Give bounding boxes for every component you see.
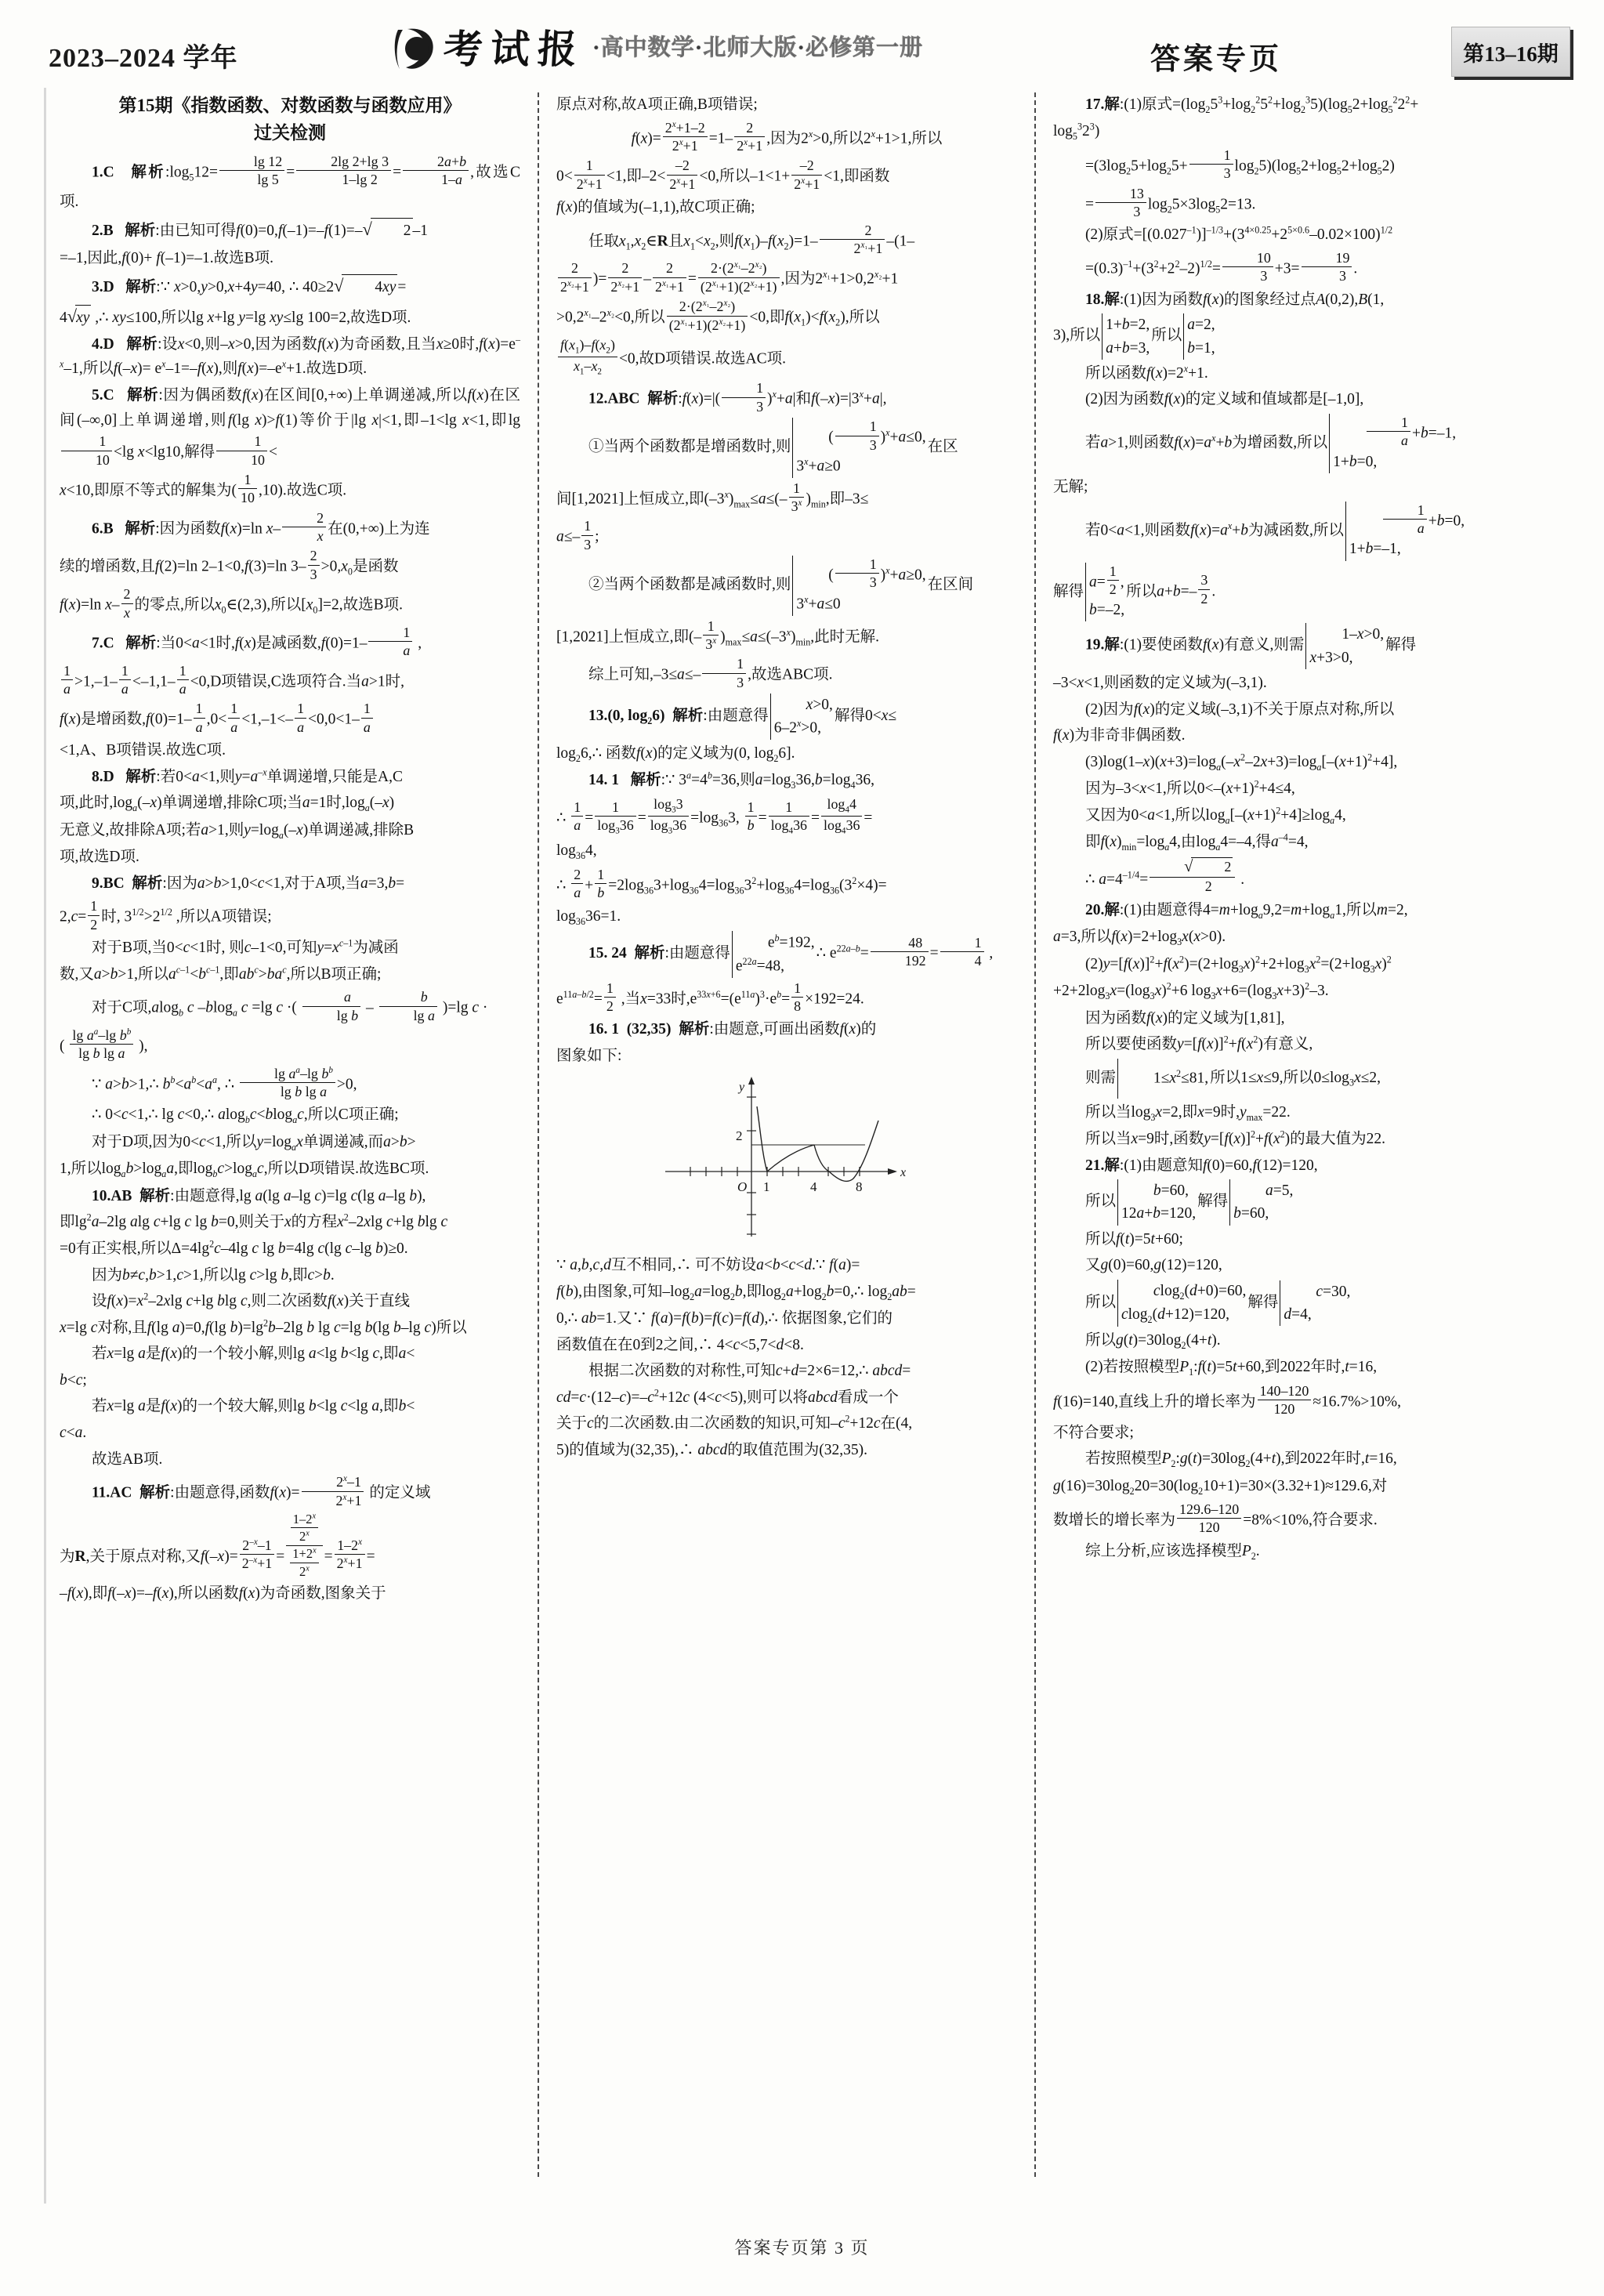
col2-cont-c: f(x)的值域为(–1,1),故C项正确; xyxy=(556,199,755,216)
solution-item-18-cont3: (2)因为函数f(x)的定义域和值域都是[–1,0], xyxy=(1084,391,1364,408)
solution-item-10-cont7: b<c; xyxy=(60,1371,87,1389)
test-title-line-1: 第15期《指数函数、对数函数与函数应用》 xyxy=(118,96,462,115)
solution-item-15: 15. 24 解析:由题意得 $e^b=192$, $e^{22a}=48$, ∴ $e^{22a-b}=$ $\frac{48}{192}$ = $\frac{1}{4}$ , xyxy=(556,931,1017,978)
solution-item-9-c-cont: ( $\frac{\lg a^a-\lg b^b}{\text{lg b lg a}}$ ), xyxy=(60,1027,148,1062)
logo-mark-icon xyxy=(392,27,439,72)
solution-item-10-cont10: 故选AB项. xyxy=(91,1450,163,1468)
solution-item-11-cont2: –f(x),即f(–x)=–f(x),所以函数f(x)为奇函数,图象关于 xyxy=(60,1584,386,1602)
graph-x-tick-1: 1 xyxy=(763,1179,770,1194)
solution-item-5-cont: x<10,即原不等式的解集为( $\frac{1}{10}$ ,10).故选C项. xyxy=(60,471,347,506)
solution-item-8-cont2: 无意义,故排除A项;若a>1,则$y=\log_a(-x)$单调递减,排除B xyxy=(60,821,415,841)
col2-cont-a: 原点对称,故A项正确,B项错误; xyxy=(556,96,758,113)
page-footer: 答案专页第 3 页 xyxy=(734,2238,870,2258)
solution-item-12-a-cont: 间[1,2021]上恒成立,即$(-3^x)_{max}\le a\le(-$ $\frac{1}{3^x}$ )$_{min}$,即–3≤ xyxy=(556,480,869,514)
issue-number-text: 第13–16期 xyxy=(1463,42,1559,66)
test-title xyxy=(60,92,520,147)
solution-item-10-cont4: 设$f(x)=x^2-2xlg$ c+lg blg c,则二次函数f(x)关于直线 xyxy=(91,1291,411,1310)
solution-item-18-cont7: 解得 a= $\frac{1}{2}$ , b=–2, 所以a+b=– $\frac{3}{2}$ . xyxy=(1053,563,1514,622)
solution-item-6: 6.B 解析:因为函数f(x)=ln x– $\frac{2}{x}$ 在(0,+∞)上为连 xyxy=(91,509,430,545)
solution-item-10-cont: 即$\lg^2a-2\lg$ alg c+lg c lg b=0,则关于x的方程$x^2-2xlg$ c+lg blg c xyxy=(60,1211,448,1231)
graph-x-axis-label: x xyxy=(900,1165,907,1179)
solution-item-4: 4.D 解析:设x<0,则–x>0,因为函数f(x)为奇函数,且当x≥0时$,f(x)=e^{-x}-1$,所以$f(-x)= e^x-1=-f(x)$,则$f(x)=-e^x+1$.故选D项. xyxy=(60,334,521,378)
col2-formula-1: f(x)= $\frac{2^x+1-2}{2^x+1}$ =1– $\frac{2}{2^x+1}$ ,因为$2^x>0$,所以$2^x+1>1$,所以 xyxy=(631,119,943,154)
solution-item-5: 5.C 解析:因为偶函数f(x)在区间[0,+∞)上单调递减,所以f(x)在区间(–∞,0]上单调递增,则f(lg x)>f(1)等价于|lg x|<1,即–1<lg x<1,即lg $\frac{1}{10}$ <lg x<lg10,解得 $\frac{1}{10}$ < xyxy=(60,386,520,468)
solution-item-20-cont4: 因为函数f(x)的定义域为[1,81], xyxy=(1084,1009,1285,1027)
solution-item-17: 17.解:(1)原式$=(\log_25^3+\log_2^25^2+\log_2^35)(\log_52+\log_5^22^2+$ xyxy=(1084,94,1419,115)
solution-item-11-cont: 为R,关于原点对称,又f(–x)= $\frac{2^{-x}-1}{2^{-x}+1}$ = $\frac{\frac{1-2^x}{2^x}}{\frac{1+2^x}{2^x}}$ = $\frac{1-2^x}{2^x+1}$ = xyxy=(60,1511,375,1579)
solution-item-21-cont8: 不符合要求; xyxy=(1053,1424,1134,1441)
column-3 xyxy=(1042,92,1525,2208)
solution-item-10-cont3: 因为b≠c,b>1,c>1,所以lg c>lg b,即c>b. xyxy=(91,1266,335,1284)
solution-item-16-cont5: 函数值在在0到2之间,∴ 4<c<5,7<d<8. xyxy=(556,1336,804,1353)
solution-item-17-cont: $\log_5^32^3$) xyxy=(1053,121,1100,143)
solution-item-19-cont6: 又因为0<a<1,所以$\log_a[-(x+1)^2+4]\ge\log_a4$, xyxy=(1084,805,1346,826)
solution-item-6-cont2: f(x)=ln x– $\frac{2}{x}$ 的零点,所以$x_0\in(2,3)$,所以$[x_0]=2$,故选B项. xyxy=(60,586,403,621)
solution-item-10-cont9: c<a. xyxy=(60,1424,87,1441)
column-divider-2 xyxy=(1034,92,1036,2177)
solution-item-12-a: ①当两个函数都是增函数时,则 ( $\frac{1}{3}$ )$^x$+a≤0, $3^x+a\ge 0$ 在区 xyxy=(556,418,1017,477)
solution-item-16-cont7: $cd=c\cdot(12-c)=-c^2+12c$ (4<c<5),则可以将abcd看成一个 xyxy=(556,1387,899,1406)
solution-item-21-cont10: $g(16)=30\log_220=30(\log_210+1)=30\times(3.32+1)\approx 129.6$,对 xyxy=(1053,1477,1388,1497)
graph-origin-label: O xyxy=(737,1179,748,1194)
solution-item-21-cont2: 所以f(t)=5t+60; xyxy=(1084,1230,1183,1248)
solution-item-10-cont5: x=lg c对称,且f(lg a)=0,f(lg $b)=\lg^2b-2\lg$ b lg c=lg b(lg b–lg c)所以 xyxy=(60,1317,467,1336)
solution-item-16-cont6: 根据二次函数的对称性,可知c+d=2×6=12,∴ abcd= xyxy=(588,1363,911,1380)
graph-y-tick-2: 2 xyxy=(736,1128,743,1143)
solution-item-19-cont4: $(3)\log(1-x)(x+3)=\log_a(-x^2-2x+3)=\log_a[-(x+1)^2+4]$, xyxy=(1084,751,1398,773)
solution-item-2: 2.B 解析:由已知可得f(0)=0,f(–1)=–f(1)=–√ 2 –1 xyxy=(60,215,520,244)
solution-item-16-cont4: 0,∴ ab=1.又∵ f(a)=f(b)=f(c)=f(d),∴ 依据图象,它们的 xyxy=(556,1310,893,1327)
solution-item-12-c: 综上可知,–3≤a≤– $\frac{1}{3}$ ,故选ABC项. xyxy=(588,656,833,690)
solution-item-19-cont3: f(x)为非奇非偶函数. xyxy=(1053,727,1186,744)
solution-item-9-cont: 2,c= $\frac{1}{2}$ 时, $3^{1/2}>2^{1/2}$ ,所以A项错误; xyxy=(60,898,272,933)
solution-item-17-cont2: $=(3\log_25+\log_25+$ $\frac{1}{3}$ $\log_25)(\log_52+\log_52+\log_52)$ xyxy=(1084,147,1395,182)
solution-item-20-cont2: $(2)y=[f(x)]^2+f(x^2)=(2+\log_3x)^2+2+\log_3x^2=(2+\log_3x)^2$ xyxy=(1084,954,1392,975)
solution-item-20-cont5: 所以要使函数$y=[f(x)]^2+f(x^2)$有意义, xyxy=(1084,1034,1313,1053)
school-year-label: 2023–2024 学年 xyxy=(49,44,238,73)
solution-item-10-cont2: =0有正实根,所以$\Delta=4\lg^2c-4\lg$ c lg b=4lg c(lg c–lg b)≥0. xyxy=(60,1238,408,1257)
solution-item-3: 3.D 解析:∵ x>0,y>0,x+4y=40, ∴ 40≥2√ 4xy = xyxy=(60,272,520,300)
solution-item-17-cont5: $=(0.3)^{-1}+(3^2+2^2-2)^{1/2}=$ $\frac{10}{3}$ +3= $\frac{19}{3}$ . xyxy=(1084,249,1358,284)
solution-item-10-cont6: 若x=lg a是f(x)的一个较小解,则lg a<lg b<lg c,即a< xyxy=(91,1345,415,1363)
solution-item-9-d: 对于D项,因为0<c<1,所以$y=\log_ax$单调递减,而a>b> xyxy=(91,1133,416,1153)
solution-item-2-cont: =–1,因此,f(0)+ f(–1)=–1.故选B项. xyxy=(60,249,273,266)
solution-item-20: 20.解:(1)由题意得$4=m+\log_a9,2=m+\log_a1$,所以m=2, xyxy=(1084,901,1408,921)
column-divider-1 xyxy=(538,92,539,2177)
solution-item-16-cont: 图象如下: xyxy=(556,1047,622,1064)
solution-item-12-b: ②当两个函数都是减函数时,则 ( $\frac{1}{3}$ )$^x$+a≥0, $3^x+a\le 0$ 在区间 xyxy=(556,556,1017,615)
solution-item-16-cont8: 关于c的二次函数.由二次函数的知识,可知$-c^2+12c$在(4, xyxy=(556,1413,913,1432)
solution-item-10: 10.AB 解析:由题意得,lg a(lg a–lg c)=lg c(lg a–lg b), xyxy=(91,1187,426,1204)
col2-cont-g: $\frac{f(x_1)-f(x_2)}{x_1-x_2}$ <0,故D项错误.故选AC项. xyxy=(556,336,1017,378)
solution-item-8-cont3: 项,故选D项. xyxy=(60,849,139,866)
graph-x-tick-8: 8 xyxy=(856,1179,863,1194)
solution-item-12: 12.ABC 解析:f(x)=|( $\frac{1}{3}$ )$^x$+a|和$f(-x)=|3^x+a|$, xyxy=(588,380,887,415)
col2-cont-e: $\frac{2}{2^{x_2}+1}$ )= $\frac{2}{2^{x_2}+1}$ – $\frac{2}{2^{x_1}+1}$ = $\frac{2\cdot(2^{x_1}-2^{x_2})}{(2^{x_1}+1)(2^{x_2}+1)}$ ,因为$2^{x_1}+1>0,2^{x_2}+1$ xyxy=(556,259,1017,296)
publication-logo xyxy=(392,24,923,72)
solution-item-14-cont: ∴ $\frac{1}{a}$ = $\frac{1}{\log_336}$ = $\frac{\log_33}{\log_336}$ $=\log_{36}3$, $\frac{1}{b}$ = $\frac{1}{\log_436}$ = $\frac{\log_44}{\log_436}$ = xyxy=(556,795,873,836)
col2-cont-b: 0< $\frac{1}{2^x+1}$ <1,即–2< $\frac{-2}{2^x+1}$ <0,所以–1<1+ $\frac{-2}{2^x+1}$ <1,即函数 xyxy=(556,158,890,192)
solution-item-21-cont5: 所以$g(t)=30\log_2(4+t)$. xyxy=(1084,1331,1221,1351)
solution-item-19-cont8: ∴ $a=4^{-1/4}=$ $\frac{√ 2}{2}$ . xyxy=(1084,857,1245,895)
solution-item-17-cont3: = $\frac{13}{3}$ $\log_25\times 3\log_52=13$. xyxy=(1084,185,1256,220)
solution-item-14: 14. 1 解析:∵ $3^a=4^b=36$,则$a=\log_336,b=\log_436$, xyxy=(588,770,874,791)
solution-item-15-cont: $e^{11a-b/2}=$ $\frac{1}{2}$ ,当x=33时$,e^{33x+6}=(e^{11a})^3\cdot e^b=$ $\frac{1}{8}$ ×192=24. xyxy=(556,980,864,1015)
solution-item-21-cont4: 所以 clog$_2$(d+0)=60, clog$_2$(d+12)=120, 解得 c=30, d=4, xyxy=(1053,1280,1514,1327)
solution-item-14-cont2: $\log_{36}4$, xyxy=(556,842,597,862)
solution-item-9-b-cont: 数,又a>b>1,所以$a^{c-1}<b^{c-1}$,即$ab^c>ba^c$,所以B项正确; xyxy=(60,964,382,983)
solution-item-9: 9.BC 解析:因为a>b>1,0<c<1,对于A项,当a=3,b= xyxy=(91,875,405,892)
solution-item-13: 13.(0, $\log_26$) 解析:由题意得 x>0, $6-2^x>0$, 解得0<x≤ xyxy=(556,694,1017,740)
solution-item-18-cont6: 若0<a<1,则函数$f(x)=a^x+b$为减函数,所以 $\frac{1}{a}$ +b=0, 1+b=–1, xyxy=(1053,502,1514,561)
solution-item-16-cont3: f(b),由图象,可知$-\log_2a=\log_2b$,即$\log_2a+\log_2b=0,\therefore$ $\log_2ab=$ xyxy=(556,1283,916,1302)
solution-item-16-cont2: ∵ a,b,c,d互不相同,∴ 可不妨设a<b<c<d.∵ f(a)= xyxy=(556,1257,860,1274)
solution-item-21-cont3: 又g(0)=60,g(12)=120, xyxy=(1084,1257,1222,1274)
solution-item-12-b-cont: [1,2021]上恒成立,即(– $\frac{1}{3^x}$ )$_{max}\le a\le(-3^x)_{min}$,此时无解. xyxy=(556,617,880,652)
issue-number-badge xyxy=(1451,27,1570,77)
solution-item-7-cont3: <1,A、B项错误.故选C项. xyxy=(60,742,226,759)
solution-item-14-cont3: ∴ $\frac{2}{a}$ + $\frac{1}{b}$ $=2\log_{36}3+\log_{36}4=\log_{36}3^2+\log_{36}4=\log_{36}(3^2\times 4)=$ xyxy=(556,866,887,901)
solution-item-12-a-cont2: a≤– $\frac{1}{3}$ ; xyxy=(556,518,599,552)
solution-item-17-cont4: (2)原式$=[(0.027^{-1})]^{-1/3}+(3^{4\times 0.25}+2^{5\times 0.6}-0.02\times 100)^{1/2}$ xyxy=(1084,224,1393,244)
solution-item-21-cont11: 数增长的增长率为 $\frac{129.6-120}{120}$ =8%<10%,符合要求. xyxy=(1053,1501,1378,1536)
solution-item-8: 8.D 解析:若0<a<1,则$y=a^{-x}$单调递增,只能是A,C xyxy=(91,766,404,785)
content-columns xyxy=(49,92,1559,2208)
solution-item-9-d-cont: 1,所以$\log_ab>\log_aa$,即$\log_bc>\log_ac$,所以D项错误.故选BC项. xyxy=(60,1161,429,1180)
solution-item-9-c3: ∴ 0<c<1,∴ lg c<0,∴ alog$_b$c<blog$_a$c,所以C项正确; xyxy=(91,1106,399,1126)
solution-item-7-cont: $\frac{1}{a}$ >1,–1– $\frac{1}{a}$ <–1,1– $\frac{1}{a}$ <0,D项错误,C选项符合.当a>1时, xyxy=(60,662,520,699)
solution-item-9-c2: ∵ a>b>1,∴ $b^b<a^b<a^a$, ∴ $\frac{\lg a^a-\lg b^b}{\text{lg b lg a}}$ >0, xyxy=(91,1065,357,1100)
solution-item-19-cont7: 即$f(x)_{min}=\log_a4$,由$\log_a4=-4$,得$a^{-4}=4$, xyxy=(1084,831,1309,853)
solution-item-9-b: 对于B项,当0<c<1时, 则c–1<0,可知$y=x^{c-1}$为减函 xyxy=(91,937,399,956)
logo-subtitle: ·高中数学·北师大版·必修第一册 xyxy=(592,35,924,60)
solution-item-16: 16. 1 (32,35) 解析:由题意,可画出函数f(x)的 xyxy=(588,1021,877,1038)
solution-item-20-cont7: 所以当$\log_3x=2$,即x=9时$,y_{max}=22$. xyxy=(1084,1103,1291,1123)
test-title-line-2: 过关检测 xyxy=(254,122,326,143)
column-2 xyxy=(545,92,1028,2208)
solution-item-21-cont9: 若按照模型$P_2:g(t)=30\log_2(4+t)$,到2022年时,t=16, xyxy=(1084,1450,1397,1469)
solution-item-20-cont6: 则需 $1\le x^2\le 81$, 所以1≤x≤9,所以$0\le\log_3x\le 2$, xyxy=(1053,1059,1514,1099)
solution-item-20-cont: a=3,所以$f(x)=2+\log_3x(x>0)$. xyxy=(1053,929,1226,948)
logo-title: 考试报 xyxy=(441,26,587,72)
solution-item-21-cont6: (2)若按照模型$P_1:f(t)=5t+60$,到2022年时,t=16, xyxy=(1084,1359,1378,1378)
solution-item-21-cont7: f(16)=140,直线上升的增长率为 $\frac{140-120}{120}$ ≈16.7%>10%, xyxy=(1053,1382,1402,1418)
masthead xyxy=(0,22,1604,77)
solution-item-20-cont8: 所以当x=9时,函数$y=[f(x)]^2+f(x^2)$的最大值为22. xyxy=(1084,1128,1386,1147)
graph-x-tick-4: 4 xyxy=(810,1179,817,1194)
solution-item-19-cont5: 因为–3<x<1,所以$0<-(x+1)^2+4\le 4$, xyxy=(1084,778,1295,798)
function-graph-figure xyxy=(657,1074,916,1251)
solution-item-10-cont8: 若x=lg a是f(x)的一个较大解,则lg b<lg c<lg a,即b< xyxy=(91,1398,415,1415)
solution-item-9-c: 对于C项,alog$_b$ c –blog$_a$ c =lg c ·( $\frac{a}{\text{lg b}}$ – $\frac{b}{\text{lg a}}$ )=lg c · xyxy=(91,989,488,1023)
solution-item-20-cont3: $+2+2\log_3x=(\log_3x)^2+6$ $\log_3x+6=(\log_3x+3)^2-3$. xyxy=(1053,980,1329,1002)
column-1 xyxy=(49,92,531,2208)
solution-item-3-cont: 4√xy ,∴ xy≤100,所以lg x+lg y=lg xy≤lg 100=2,故选D项. xyxy=(60,302,520,331)
graph-y-axis-label: y xyxy=(739,1080,745,1094)
solution-item-18-cont5: 无解; xyxy=(1053,478,1088,495)
solution-item-18-cont: 3),所以 1+b=2, a+b=3, 所以 a=2, b=1, xyxy=(1053,313,1514,360)
solution-item-18-cont4: 若a>1,则函数$f(x)=a^x+b$为增函数,所以 $\frac{1}{a}$ +b=–1, 1+b=0, xyxy=(1053,414,1514,473)
solution-item-8-cont: 项,此时$,\log_a(-x)$单调递增,排除C项;当a=1时$,\log_a(-x)$ xyxy=(60,795,395,814)
solution-item-19: 19.解:(1)要使函数f(x)有意义,则需 1–x>0, x+3>0, 解得 xyxy=(1053,623,1514,669)
col2-cont-d: 任取$x_1,x_2\in R$且$x_1<x_2$,则$f(x_1)-f(x_2)=1-$ $\frac{2}{2^{x_1}+1}$ –(1– xyxy=(588,222,915,257)
solution-item-21-cont: 所以 b=60, 12a+b=120, 解得 a=5, b=60, xyxy=(1053,1179,1514,1226)
solution-item-19-cont: –3<x<1,则函数的定义域为(–3,1). xyxy=(1053,674,1267,691)
solution-item-7: 7.C 解析:当0<a<1时,f(x)是减函数,f(0)=1– $\frac{1}{a}$ , xyxy=(91,624,422,659)
solution-item-11: 11.AC 解析:由题意得,函数f(x)= $\frac{2^x-1}{2^x+1}$ 的定义域 xyxy=(91,1474,431,1508)
solution-item-19-cont2: (2)因为f(x)的定义域(–3,1)不关于原点对称,所以 xyxy=(1084,701,1395,718)
solution-item-18-cont2: 所以函数$f(x)=2^x+1$. xyxy=(1084,363,1208,382)
solution-item-18: 18.解:(1)因为函数f(x)的图象经过点A(0,2),B(1, xyxy=(1084,291,1385,308)
solution-item-1: 1.C 解析$:\log_512=$ $\frac{\lg 12}{\lg 5}$ = $\frac{2\lg 2+\lg 3}{1-\lg 2}$ = $\frac{2a+b}{1-a}$ ,故选C项. xyxy=(60,154,520,210)
solution-item-14-cont4: $\log_{36}36=1$. xyxy=(556,907,621,927)
solution-item-13-cont: $\log_26,\therefore$ 函数f(x)的定义域为(0, $\log_26$]. xyxy=(556,744,795,764)
solution-item-16-cont9: 5)的值域为(32,35),∴ abcd的取值范围为(32,35). xyxy=(556,1442,868,1459)
answer-section-label: 答案专页 xyxy=(1150,43,1283,76)
solution-item-6-cont: 续的增函数,且f(2)=ln 2–1<0,f(3)=ln 3– $\frac{2}{3}$ $>0,x_0$是函数 xyxy=(60,548,399,582)
solution-item-21-cont12: 综上分析,应该选择模型$P_2$. xyxy=(1084,1542,1260,1562)
col2-cont-f: $>0,2^{x_1}-2^{x_2}<0$,所以 $\frac{2\cdot(2^{x_1}-2^{x_2})}{(2^{x_1}+1)(2^{x_2}+1)}$ <0,即$f(x_1)<f(x_2)$,所以 xyxy=(556,299,880,333)
solution-item-21: 21.解:(1)由题意知f(0)=60,f(12)=120, xyxy=(1084,1157,1318,1174)
solution-item-7-cont2: f(x)是增函数,f(0)=1– $\frac{1}{a}$ ,0< $\frac{1}{a}$ <1,–1<– $\frac{1}{a}$ <0,0<1– $\frac{1}{a}$ xyxy=(60,700,520,737)
